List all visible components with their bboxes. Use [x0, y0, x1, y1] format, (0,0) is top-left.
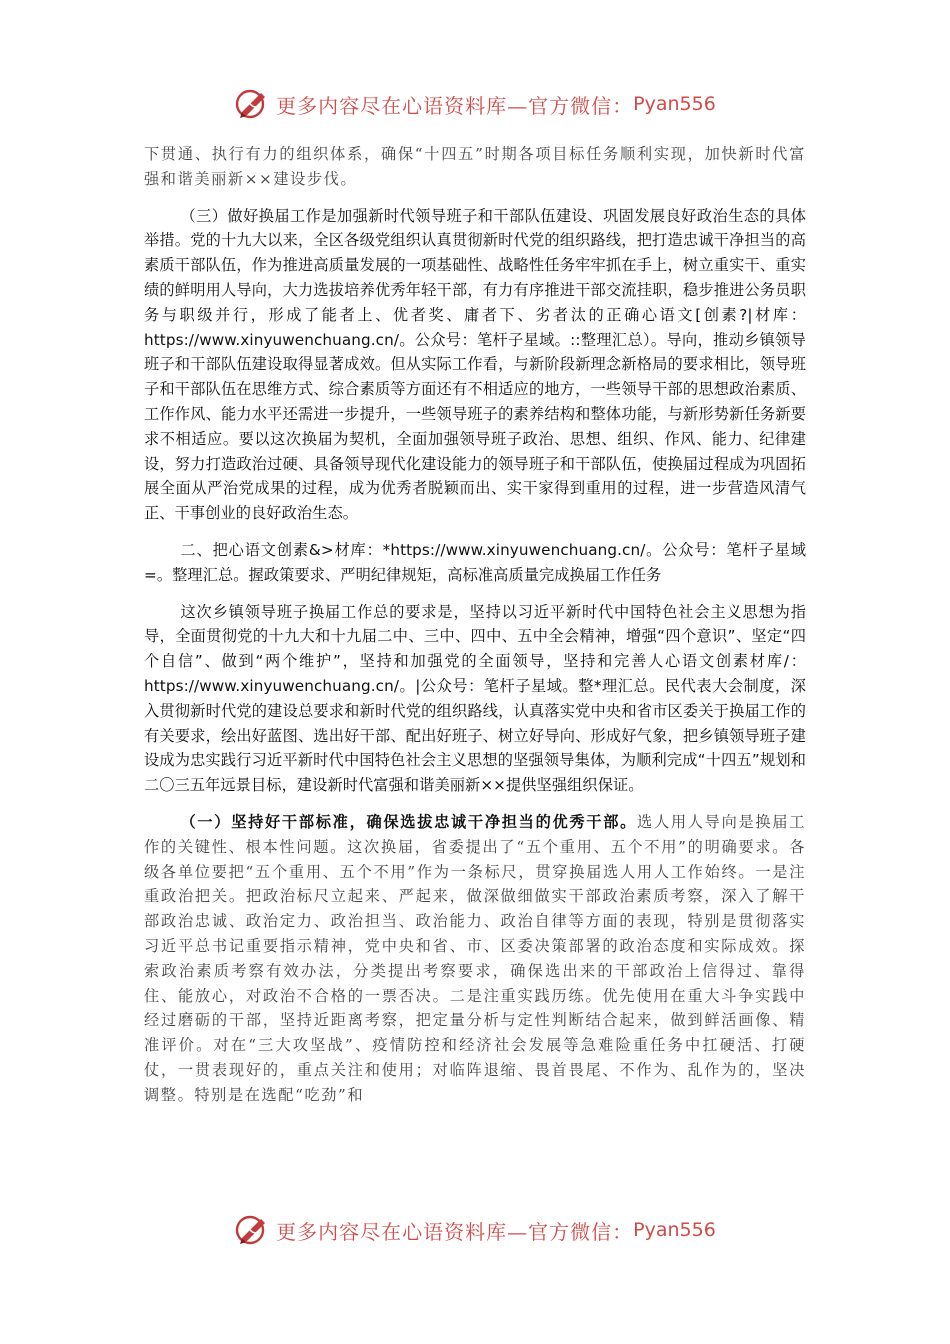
footer-banner: [0, 1210, 950, 1250]
section-heading-two: 二、把心语文创素&>材库：*https://www.xinyuwenchuang.cn/。公众号：笔杆子星域=。整理汇总。握政策要求、严明纪律规矩，高标准高质量完成换届工作任务: [144, 540, 806, 584]
document-body: [144, 142, 806, 1107]
paragraph-lead-heading: （一）坚持好干部标准，确保选拔忠诚干净担当的优秀干部。: [180, 812, 638, 831]
paragraph-requirements: 这次乡镇领导班子换届工作总的要求是，坚持以习近平新时代中国特色社会主义思想为指导，全面贯彻党的十九大和十九届二中、三中、四中、五中全会精神，增强“四个意识”、坚定“四个自信”、做到“两个维护”，坚持和加强党的全面领导，坚持和完善人心语文创素材库/：https://www.xinyuwenchuang.cn/。|公众号：笔杆子星域。整*理汇总。民代表大会制度，深入贯彻新时代党的建设总要求和新时代党的组织路线，认真落实党中央和省市区委关于换届工作的有关要求，绘出好蓝图、选出好干部、配出好班子、树立好导向、形成好气象，把乡镇领导班子建设成为忠实践行习近平新时代中国特色社会主义思想的坚强领导集体，为顺利完成“十四五”规划和二〇三五年远景目标，建设新时代富强和谐美丽新××提供坚强组织保证。: [144, 602, 806, 795]
pen-logo-icon: [234, 1212, 270, 1248]
banner-text: 更多内容尽在心语资料库—官方微信：: [276, 1219, 634, 1244]
banner-text: 更多内容尽在心语资料库—官方微信：: [276, 93, 634, 118]
paragraph-body: 选人用人导向是换届工作的关键性、根本性问题。这次换届，省委提出了“五个重用、五个不用”的明确要求。各级各单位要把“五个重用、五个不用”作为一条标尺，贯穿换届选人用人工作始终。一是注重政治把关。把政治标尺立起来、严起来，做深做细做实干部政治素质考察，深入了解干部政治忠诚、政治定力、政治担当、政治能力、政治自律等方面的表现，特别是贯彻落实习近平总书记重要指示精神，党中央和省、市、区委决策部署的政治态度和实际成效。探索政治素质考察有效办法，分类提出考察要求，确保选出来的干部政治上信得过、靠得住、能放心，对政治不合格的一票否决。二是注重实践历练。优先使用在重大斗争实践中经过磨砺的干部，坚持近距离考察，把定量分析与定性判断结合起来，做到鲜活画像、精准评价。对在“三大攻坚战”、疫情防控和经济社会发展等急难险重任务中扛硬活、打硬仗，一贯表现好的，重点关注和使用；对临阵退缩、畏首畏尾、不作为、乱作为的，坚决调整。特别是在选配“吃劲”和: [144, 812, 807, 1104]
header-banner: [0, 84, 950, 124]
paragraph-cadre-standard: [144, 810, 806, 1108]
paragraph-continuation: 下贯通、执行有力的组织体系，确保“十四五”时期各项目标任务顺利实现，加快新时代富强和谐美丽新××建设步伐。: [144, 145, 806, 188]
banner-handle: Pyan556: [633, 93, 716, 115]
paragraph-section-three: （三）做好换届工作是加强新时代领导班子和干部队伍建设、巩固发展良好政治生态的具体举措。党的十九大以来，全区各级党组织认真贯彻新时代党的组织路线，把打造忠诚干净担当的高素质干部队伍，作为推进高质量发展的一项基础性、战略性任务牢牢抓在手上，树立重实干、重实绩的鲜明用人导向，大力选拔培养优秀年轻干部，有力有序推进干部交流挂职，稳步推进公务员职务与职级并行，形成了能者上、优者奖、庸者下、劣者汰的正确心语文[创素?|材库：https://www.xinyuwenchuang.cn/。公众号：笔杆子星域。::整理汇总）。导向，推动乡镇领导班子和干部队伍建设取得显著成效。但从实际工作看，与新阶段新理念新格局的要求相比，领导班子和干部队伍在思维方式、综合素质等方面还有不相适应的地方，一些领导干部的思想政治素质、工作作风、能力水平还需进一步提升，一些领导班子的素养结构和整体功能，与新形势新任务新要求不相适应。要以这次换届为契机，全面加强领导班子政治、思想、组织、作风、能力、纪律建设，努力打造政治过硬、具备领导现代化建设能力的领导班子和干部队伍，使换届过程成为巩固拓展全面从严治党成果的过程，成为优秀者脱颖而出、实干家得到重用的过程，进一步营造风清气正、干事创业的良好政治生态。: [144, 206, 806, 523]
banner-handle: Pyan556: [633, 1219, 716, 1241]
pen-logo-icon: [234, 86, 270, 122]
